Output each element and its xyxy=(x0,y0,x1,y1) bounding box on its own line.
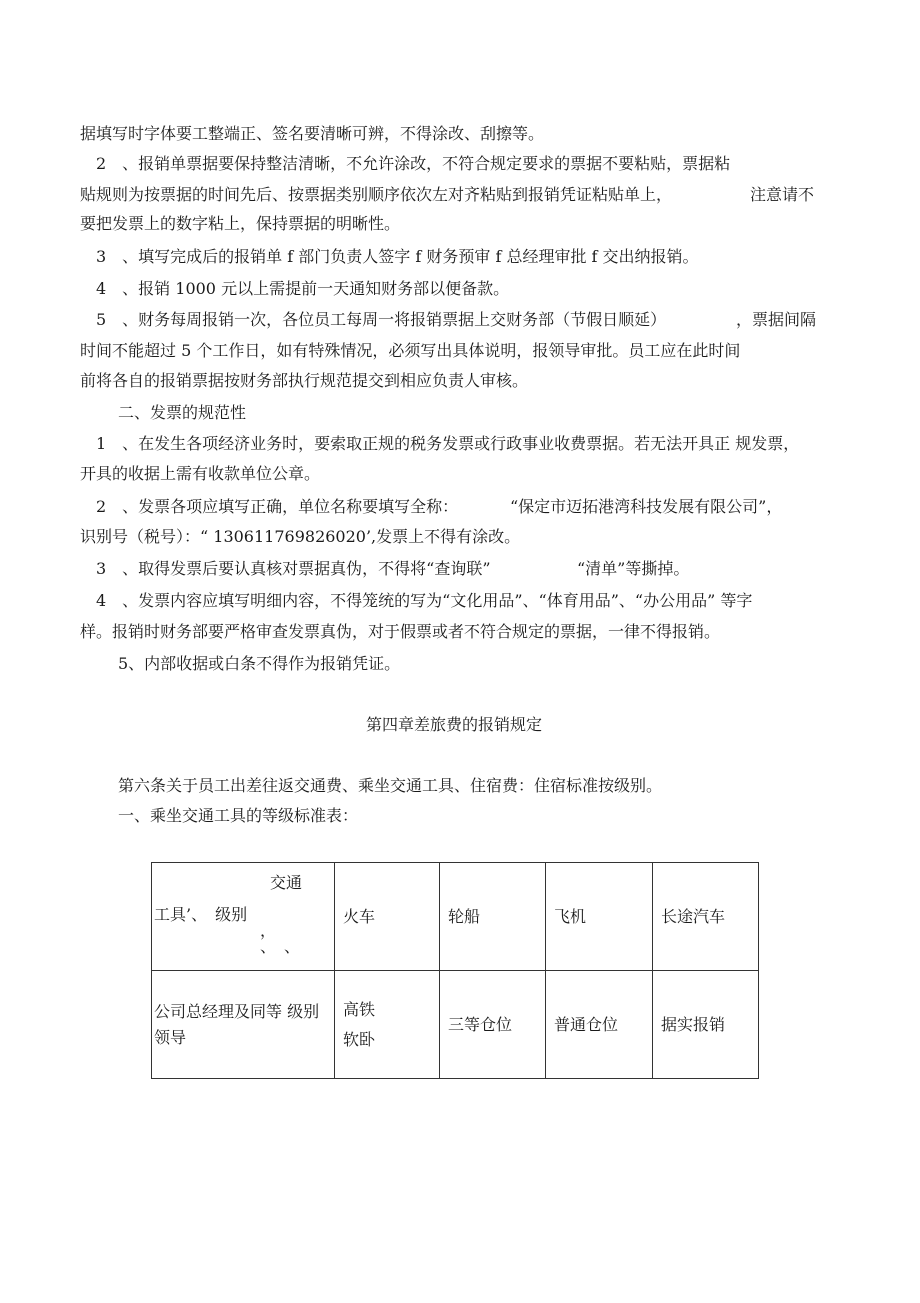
table-cell-plane: 普通仓位 xyxy=(546,971,653,1079)
list-item-1: 1 、在发生各项经济业务时，要索取正规的税务发票或行政事业收费票据。若无法开具正 规发票， xyxy=(96,434,800,453)
paragraph-text: 前将各自的报销票据按财务部执行规范提交到相应负责人审核。 xyxy=(80,371,529,390)
corner-mark: 、 、 xyxy=(260,937,301,956)
table-cell-level xyxy=(152,971,335,1079)
table-row xyxy=(152,971,759,1079)
subsection-heading: 一、乘坐交通工具的等级标准表： xyxy=(118,806,359,825)
paragraph-text: ，票据间隔 xyxy=(736,310,817,329)
table-header-cell: 火车 xyxy=(335,863,440,971)
paragraph-text: 识别号（税号）：“ 130611769826020’,发票上不得有涂改。 xyxy=(80,527,521,546)
chapter-title: 第四章差旅费的报销规定 xyxy=(366,715,543,734)
list-item-5: 5、内部收据或白条不得作为报销凭证。 xyxy=(118,654,401,673)
table-header-cell: 轮船 xyxy=(440,863,546,971)
train-line: 高铁 xyxy=(343,999,376,1019)
table-corner-cell xyxy=(152,863,335,971)
company-name: “保定市迈拓港湾科技发展有限公司”， xyxy=(510,497,783,516)
paragraph-text: 样。报销时财务部要严格审查发票真伪，对于假票或者不符合规定的票据，一律不得报销。 xyxy=(80,622,721,641)
list-item-4: 4 、发票内容应填写明细内容，不得笼统的写为“文化用品”、“体育用品”、“办公用品” 等字 xyxy=(96,591,753,610)
paragraph-text: 要把发票上的数字粘上，保持票据的明晰性。 xyxy=(80,214,401,233)
paragraph-text: 时间不能超过 5 个工作日，如有特殊情况，必须写出具体说明，报领导审批。员工应在此时间 xyxy=(80,341,741,360)
section-heading: 二、发票的规范性 xyxy=(118,403,247,422)
corner-label-transport: 交通 xyxy=(270,873,303,892)
list-item-2: 2 、发票各项应填写正确，单位名称要填写全称： xyxy=(96,497,459,516)
table-header-cell: 飞机 xyxy=(546,863,653,971)
paragraph-text: “清单”等撕掉。 xyxy=(577,559,690,578)
table-header-row xyxy=(152,863,759,971)
list-item-2: 2 、报销单票据要保持整洁清晰，不允许涂改，不符合规定要求的票据不要粘贴，票据粘 xyxy=(96,154,731,173)
train-line: 软卧 xyxy=(343,1029,376,1049)
table-cell-ship: 三等仓位 xyxy=(440,971,546,1079)
level-line: 公司总经理及同等 级别 xyxy=(154,1001,320,1021)
list-item-3: 3 、取得发票后要认真核对票据真伪，不得将“查询联” xyxy=(96,559,491,578)
paragraph-text: 据填写时字体要工整端正、签名要清晰可辨，不得涂改、刮擦等。 xyxy=(80,124,545,143)
list-item-3: 3 、填写完成后的报销单 f 部门负责人签字 f 财务预审 f 总经理审批 f 交出纳报销。 xyxy=(96,247,699,266)
paragraph-text: 注意请不 xyxy=(750,185,815,204)
table-cell-train xyxy=(335,971,440,1079)
list-item-4: 4 、报销 1000 元以上需提前一天通知财务部以便备款。 xyxy=(96,279,510,298)
table-cell-bus: 据实报销 xyxy=(653,971,759,1079)
corner-mark: ， xyxy=(260,921,277,940)
list-item-5: 5 、财务每周报销一次，各位员工每周一将报销票据上交财务部（节假日顺延） xyxy=(96,310,667,329)
paragraph-text: 贴规则为按票据的时间先后、按票据类别顺序依次左对齐粘贴到报销凭证粘贴单上， xyxy=(80,185,673,204)
table-header-cell: 长途汽车 xyxy=(653,863,759,971)
level-line: 领导 xyxy=(154,1027,187,1047)
corner-label-level: 工具’、 级别 xyxy=(154,905,248,924)
article-text: 第六条关于员工出差往返交通费、乘坐交通工具、住宿费：住宿标准按级别。 xyxy=(118,776,663,795)
transport-standard-table xyxy=(151,862,759,1079)
paragraph-text: 开具的收据上需有收款单位公章。 xyxy=(80,464,321,483)
